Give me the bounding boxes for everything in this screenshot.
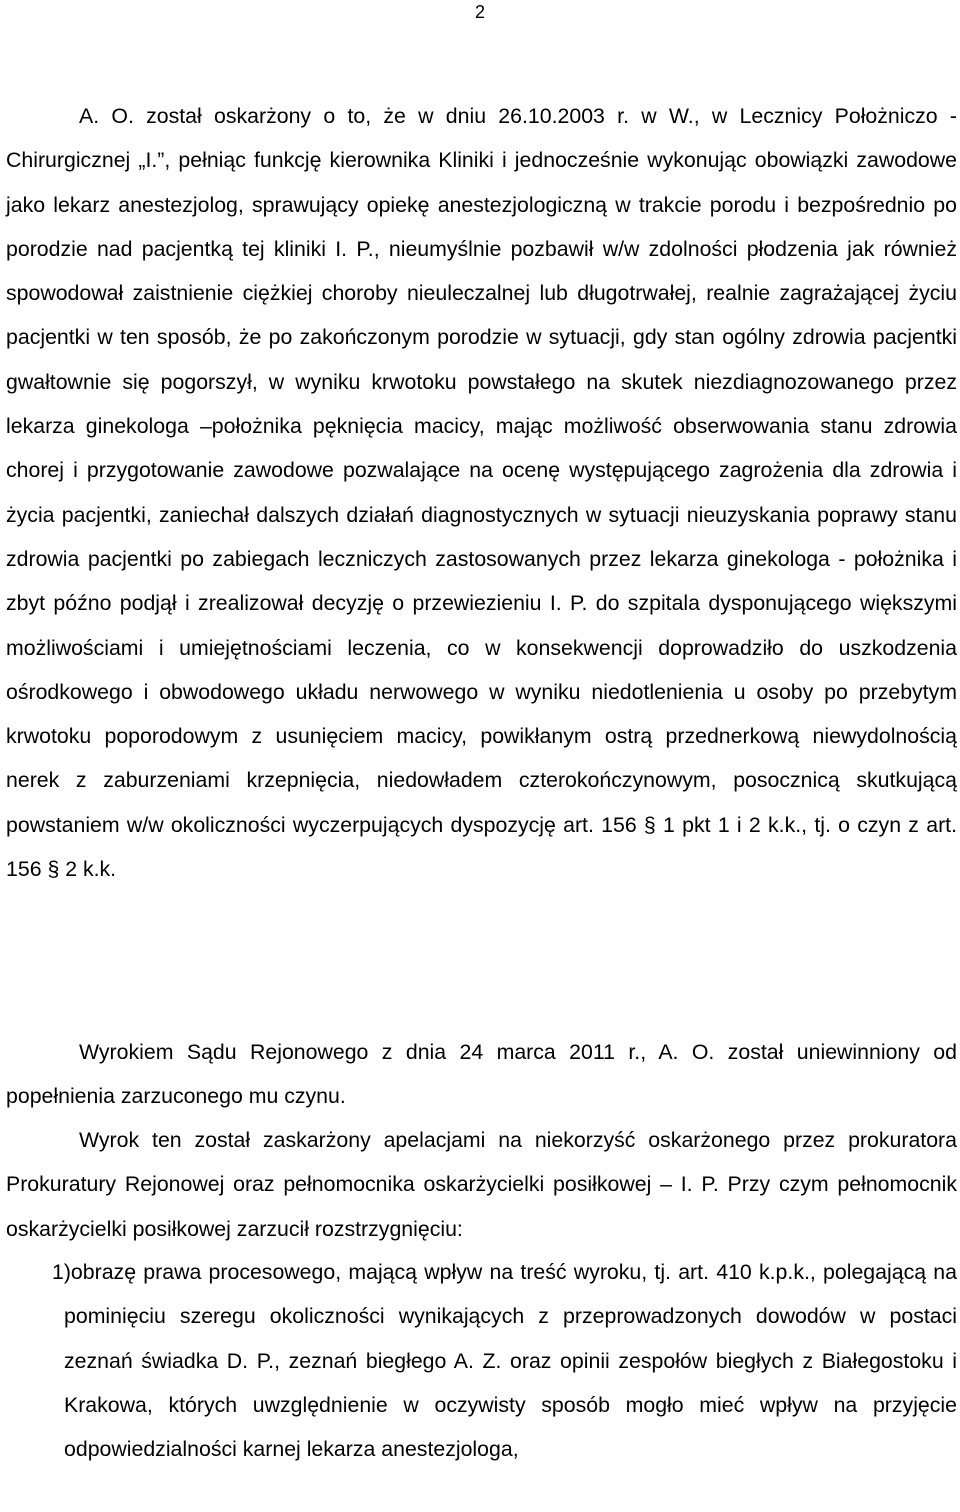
paragraph-indictment: A. O. został oskarżony o to, że w dniu 26.10.2003 r. w W., w Lecznicy Położniczo - Chirurgicznej „I.”, pełniąc funkcję kierownika Kliniki i jednocześnie wykonując obowiązki zawodowe jako lekarz anestezjolog, sprawujący opiekę anestezjologiczną w trakcie porodu i bezpośrednio po porodzie nad pacjentką tej kliniki I. P., nieumyślnie pozbawił w/w zdolności płodzenia jak również spowodował zaistnienie ciężkiej choroby nieuleczalnej lub długotrwałej, realnie zagrażającej życiu pacjentki w ten sposób, że po zakończonym porodzie w sytuacji, gdy stan ogólny zdrowia pacjentki gwałtownie się pogorszył, w wyniku krwotoku powstałego na skutek niezdiagnozowanego przez lekarza ginekologa –położnika pęknięcia macicy, mając możliwość obserwowania stanu zdrowia chorej i przygotowanie zawodowe pozwalające na ocenę występującego zagrożenia dla zdrowia i życia pacjentki, zaniechał dalszych działań diagnostycznych w sytuacji nieuzyskania poprawy stanu zdrowia pacjentki po zabiegach leczniczych zastosowanych przez lekarza ginekologa - położnika i zbyt późno podjął i zrealizował decyzję o przewiezieniu I. P. do szpitala dysponującego większymi możliwościami i umiejętnościami leczenia, co w konsekwencji doprowadziło do uszkodzenia ośrodkowego i obwodowego układu nerwowego w wyniku niedotlenienia u osoby po przebytym krwotoku poporodowym z usunięciem macicy, powikłanym ostrą przednerkową niewydolnością nerek z zaburzeniami krzepnięcia, niedowładem czterokończynowym, posocznicą skutkującą powstaniem w/w okoliczności wyczerpujących dyspozycję art. 156 § 1 pkt 1 i 2 k.k., tj. o czyn z art. 156 § 2 k.k. — [6, 104, 957, 882]
list-item-charge-1: 1)obrazę prawa procesowego, mającą wpływ na treść wyroku, tj. art. 410 k.p.k., polegającą na pominięciu szeregu okoliczności wynikających z przeprowadzonych dowodów w postaci zeznań świadka D. P., zeznań biegłego A. Z. oraz opinii zespołów biegłych z Białegostoku i Krakowa, których uwzględnienie w oczywisty sposób mogło mieć wpływ na przyjęcie odpowiedzialności karnej lekarza anestezjologa, — [52, 1260, 957, 1462]
paragraph-verdict: Wyrokiem Sądu Rejonowego z dnia 24 marca 2011 r., A. O. został uniewinniony od popełnienia zarzuconego mu czynu. — [6, 1040, 957, 1109]
paragraph-appeal: Wyrok ten został zaskarżony apelacjami na niekorzyść oskarżonego przez prokuratora Prokuratury Rejonowej oraz pełnomocnika oskarżycielki posiłkowej – I. P. Przy czym pełnomocnik oskarżycielki posiłkowej zarzucił rozstrzygnięciu: — [6, 1128, 957, 1241]
page-number: 2 — [474, 2, 485, 22]
